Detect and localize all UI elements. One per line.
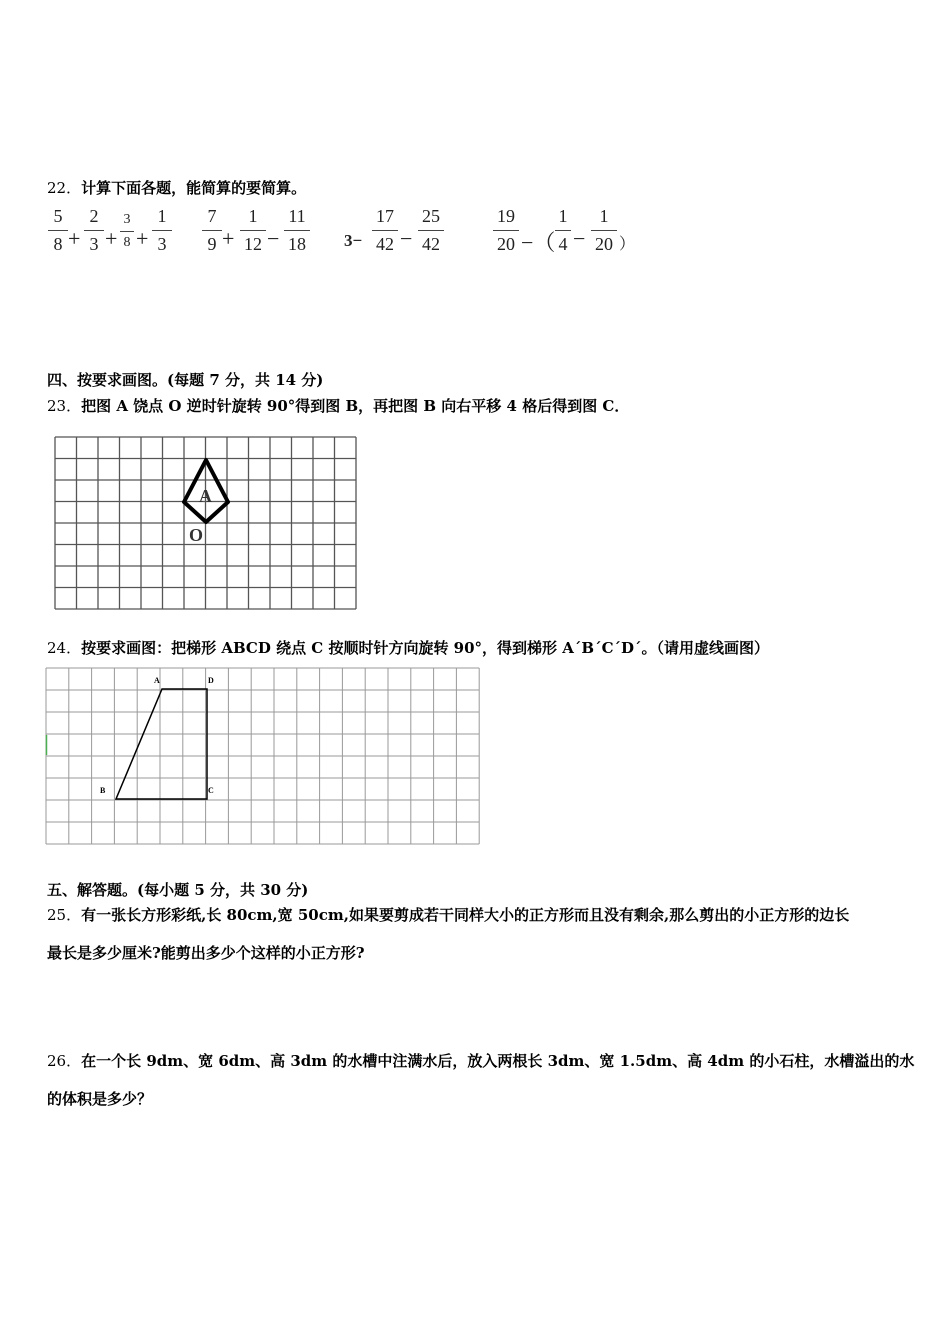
fraction: 1 12 (240, 206, 266, 255)
q26-text-1: 在一个长 9dm、宽 6dm、高 3dm 的水槽中注满水后，放入两根长 3dm、宽 1.5dm、高 4dm 的小石柱，水槽溢出的水 (81, 1052, 915, 1070)
expr-2 (202, 206, 312, 266)
fraction: 1 20 (591, 206, 617, 255)
operator: + (222, 226, 235, 251)
fraction: 3 8 (120, 212, 134, 251)
fraction: 1 3 (152, 206, 172, 255)
trapezoid-abcd (116, 689, 207, 799)
label-o: O (189, 525, 204, 545)
fraction: 25 42 (418, 206, 444, 255)
operator: + (105, 226, 118, 251)
q25-number: 25． (47, 906, 82, 924)
label-b: B (100, 786, 106, 795)
q26-line-1 (47, 1050, 914, 1071)
q25-text-1: 有一张长方形彩纸,长 80cm,宽 50cm,如果要剪成若干同样大小的正方形而且没有剩余,那么剪出的小正方形的边长 (81, 906, 850, 924)
fraction: 1 4 (555, 206, 571, 255)
operator: − (267, 226, 280, 251)
fraction: 7 9 (202, 206, 222, 255)
fraction: 5 8 (48, 206, 68, 255)
label-a: A (199, 486, 212, 506)
q25-line-2: 最长是多少厘米?能剪出多少个这样的小正方形? (47, 944, 365, 962)
fraction: 19 20 (493, 206, 519, 255)
q23-text: 把图 A 饶点 O 逆时针旋转 90°得到图 B，再把图 B 向右平移 4 格后得到图 C． (81, 397, 630, 415)
q26-line-2: 的体积是多少？ (47, 1090, 153, 1108)
section-5-title: 五、解答题。(每小题 5 分，共 30 分) (47, 881, 309, 899)
q26-number: 26． (47, 1052, 82, 1070)
fraction: 11 18 (284, 206, 310, 255)
q23-grid-figure (50, 432, 362, 614)
label-a: A (154, 676, 160, 685)
section-4-title: 四、按要求画图。(每题 7 分，共 14 分) (47, 371, 324, 389)
expr-1 (48, 206, 178, 266)
q22-text: 计算下面各题，能简算的要简算。 (81, 179, 307, 197)
q23-number: 23． (47, 397, 82, 415)
q24-text: 按要求画图：把梯形 ABCD 绕点 C 按顺时针方向旋转 90°，得到梯形 A´B´C´D´。（请用虚线画图） (81, 639, 770, 657)
expr-3 (344, 206, 454, 266)
q24-heading (47, 637, 769, 658)
label-d: D (208, 676, 214, 685)
fraction: 2 3 (84, 206, 104, 255)
fraction: 17 42 (372, 206, 398, 255)
q22-number: 22． (47, 179, 82, 197)
operator: −（ (521, 230, 556, 255)
operator: − (400, 226, 413, 251)
operator: + (136, 226, 149, 251)
operator: + (68, 226, 81, 251)
q22-heading (47, 177, 306, 198)
q24-grid-figure (45, 667, 481, 847)
expr-4 (493, 206, 643, 266)
q24-number: 24． (47, 639, 82, 657)
operator: − (573, 226, 586, 251)
q25-line-1 (47, 904, 849, 925)
q23-heading (47, 395, 629, 416)
operator: 3− (344, 231, 363, 250)
grid (46, 668, 479, 844)
operator: ） (619, 236, 636, 253)
label-c: C (208, 786, 214, 795)
